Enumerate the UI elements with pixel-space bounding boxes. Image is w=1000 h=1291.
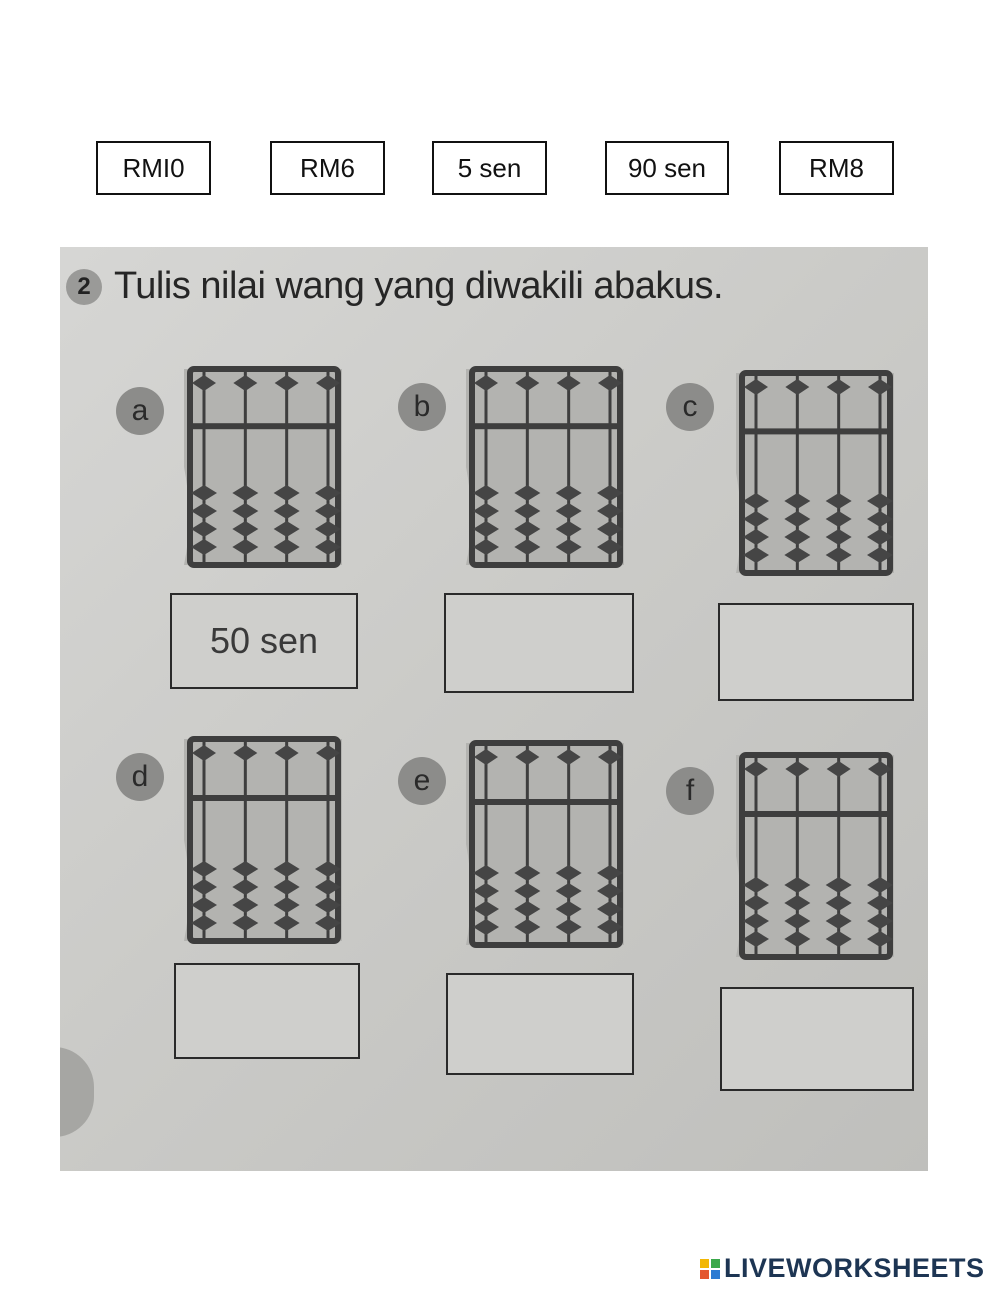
star-decoration-icon — [60, 1047, 94, 1137]
worksheet-photo — [60, 247, 928, 1171]
answer-input-b[interactable] — [444, 593, 634, 693]
abacus-f — [736, 751, 900, 961]
abacus-e — [466, 739, 630, 949]
brand-name: LIVEWORKSHEETS — [724, 1253, 985, 1283]
choice-90-sen[interactable]: 90 sen — [605, 141, 729, 195]
liveworksheets-logo — [700, 1253, 985, 1284]
abacus-c — [736, 369, 900, 577]
answer-input-e[interactable] — [446, 973, 634, 1075]
question-instruction — [66, 265, 723, 308]
choice-rm8[interactable]: RM8 — [779, 141, 894, 195]
choice-rm6[interactable]: RM6 — [270, 141, 385, 195]
abacus-b — [466, 365, 630, 569]
choice-rm10[interactable]: RMI0 — [96, 141, 211, 195]
item-label-c: c — [666, 383, 714, 431]
choice-5-sen[interactable]: 5 sen — [432, 141, 547, 195]
answer-input-a[interactable] — [170, 593, 358, 689]
answer-input-c[interactable] — [718, 603, 914, 701]
question-text: Tulis nilai wang yang diwakili abakus. — [114, 265, 724, 307]
item-label-e: e — [398, 757, 446, 805]
item-label-a: a — [116, 387, 164, 435]
item-label-b: b — [398, 383, 446, 431]
question-number: 2 — [66, 269, 102, 305]
abacus-d — [184, 735, 348, 945]
item-label-f: f — [666, 767, 714, 815]
answer-input-f[interactable] — [720, 987, 914, 1091]
logo-mark-icon — [700, 1259, 720, 1279]
abacus-a — [184, 365, 348, 569]
answer-input-d[interactable] — [174, 963, 360, 1059]
item-label-d: d — [116, 753, 164, 801]
